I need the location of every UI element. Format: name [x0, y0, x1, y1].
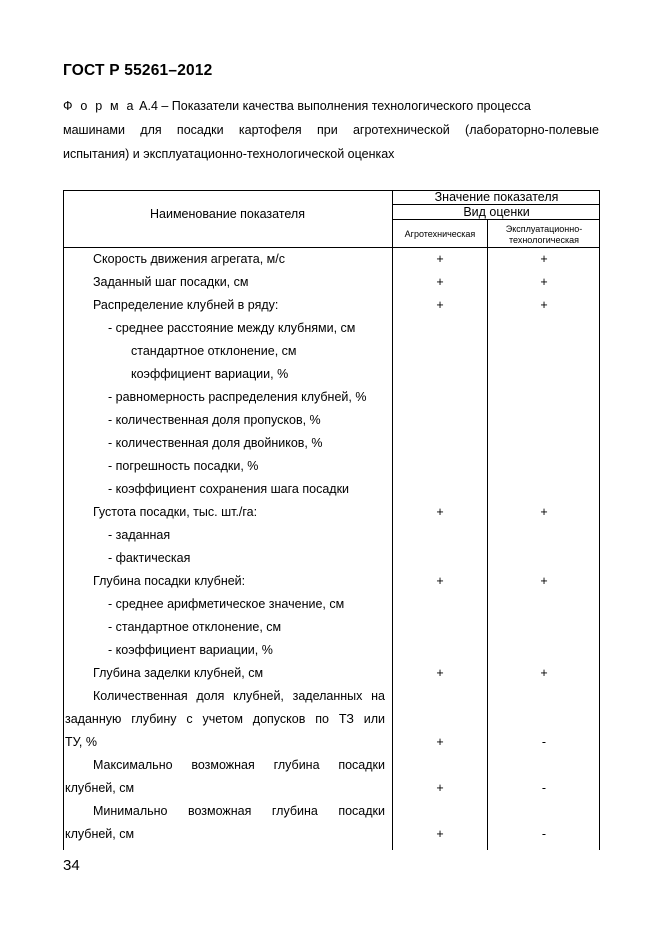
agro-mark: +	[436, 505, 444, 519]
agro-mark	[393, 340, 487, 363]
expl-mark	[488, 455, 600, 478]
indicator-name: - коэффициент сохранения шага посадки	[108, 482, 350, 496]
indicator-name: - среднее расстояние между клубнями, см	[108, 321, 356, 335]
table-row	[63, 662, 600, 685]
expl-mark	[488, 616, 600, 639]
table-body	[63, 248, 600, 846]
table-row	[63, 570, 600, 593]
column-header-value: Значение показателя	[434, 190, 559, 204]
page-number: 34	[63, 857, 80, 874]
table-row	[63, 386, 600, 409]
header-split-2	[392, 219, 600, 220]
page-header: ГОСТ Р 55261–2012	[63, 62, 213, 79]
agro-mark	[393, 685, 487, 708]
expl-mark	[488, 547, 600, 570]
table-row	[63, 248, 600, 271]
agro-mark: +	[436, 666, 444, 680]
indicator-name: Заданный шаг посадки, см	[93, 275, 249, 289]
indicators-table	[63, 190, 600, 850]
agro-mark: +	[436, 574, 444, 588]
expl-mark	[488, 317, 600, 340]
indicator-name: - фактическая	[108, 551, 191, 565]
expl-mark	[488, 409, 600, 432]
expl-mark	[488, 478, 600, 501]
indicator-name: - количественная доля двойников, %	[108, 436, 323, 450]
agro-mark: +	[436, 275, 444, 289]
table-row	[63, 271, 600, 294]
expl-mark	[488, 340, 600, 363]
column-header-eval-type: Вид оценки	[463, 205, 530, 219]
indicator-name: Глубина посадки клубней:	[93, 574, 246, 588]
caption-line-3: испытания) и эксплуатационно-технологической оценках	[63, 147, 395, 161]
table-row	[63, 478, 600, 501]
table-row	[63, 409, 600, 432]
expl-mark	[488, 524, 600, 547]
expl-mark	[488, 708, 600, 731]
indicator-name: клубней, см	[65, 827, 135, 841]
expl-mark	[488, 685, 600, 708]
indicator-name: Густота посадки, тыс. шт./га:	[93, 505, 258, 519]
expl-mark	[488, 593, 600, 616]
indicator-name: - равномерность распределения клубней, %	[108, 390, 367, 404]
expl-mark	[488, 363, 600, 386]
table-row	[63, 593, 600, 616]
table-row	[63, 317, 600, 340]
table-row	[63, 777, 600, 800]
table-row	[63, 800, 600, 823]
agro-mark	[393, 524, 487, 547]
indicator-name: Максимально возможная глубина посадки	[93, 758, 385, 772]
indicator-name: коэффициент вариации, %	[131, 367, 289, 381]
table-row	[63, 363, 600, 386]
table-row	[63, 547, 600, 570]
expl-mark	[488, 800, 600, 823]
indicator-name: - заданная	[108, 528, 171, 542]
column-header-expl-1: Эксплуатационно-	[505, 224, 583, 234]
table-row	[63, 639, 600, 662]
agro-mark	[393, 363, 487, 386]
indicator-name: клубней, см	[65, 781, 135, 795]
form-label: Ф о р м а	[63, 99, 136, 113]
agro-mark: +	[436, 827, 444, 841]
expl-mark: +	[540, 666, 548, 680]
column-header-agro: Агротехническая	[404, 229, 476, 239]
agro-mark: +	[436, 252, 444, 266]
expl-mark	[488, 754, 600, 777]
indicator-name: - коэффициент вариации, %	[108, 643, 273, 657]
indicator-name: - количественная доля пропусков, %	[108, 413, 321, 427]
table-row	[63, 501, 600, 524]
indicator-name: ТУ, %	[65, 735, 97, 749]
table-row	[63, 455, 600, 478]
table-row	[63, 524, 600, 547]
expl-mark: +	[540, 252, 548, 266]
caption-line-1	[63, 94, 599, 118]
expl-mark	[488, 639, 600, 662]
agro-mark: +	[436, 781, 444, 795]
agro-mark	[393, 593, 487, 616]
agro-mark	[393, 386, 487, 409]
table-row	[63, 754, 600, 777]
agro-mark	[393, 754, 487, 777]
table-row	[63, 731, 600, 754]
indicator-name: - среднее арифметическое значение, см	[108, 597, 345, 611]
agro-mark	[393, 432, 487, 455]
indicator-name: Количественная доля клубней, заделанных на	[93, 689, 385, 703]
agro-mark: +	[436, 298, 444, 312]
caption-title: А.4 – Показатели качества выполнения технологического процесса	[139, 99, 531, 113]
agro-mark: +	[436, 735, 444, 749]
expl-mark: +	[540, 505, 548, 519]
agro-mark	[393, 478, 487, 501]
expl-mark: -	[541, 735, 547, 749]
table-row	[63, 432, 600, 455]
table-row	[63, 823, 600, 846]
agro-mark	[393, 708, 487, 731]
indicator-name: Скорость движения агрегата, м/с	[93, 252, 285, 266]
agro-mark	[393, 409, 487, 432]
expl-mark	[488, 386, 600, 409]
agro-mark	[393, 455, 487, 478]
agro-mark	[393, 317, 487, 340]
indicator-name: - погрешность посадки, %	[108, 459, 259, 473]
agro-mark	[393, 616, 487, 639]
expl-mark: +	[540, 275, 548, 289]
expl-mark: -	[541, 827, 547, 841]
expl-mark: +	[540, 298, 548, 312]
expl-mark: +	[540, 574, 548, 588]
column-header-name: Наименование показателя	[150, 207, 305, 221]
table-row	[63, 708, 600, 731]
table-row	[63, 294, 600, 317]
indicator-name: - стандартное отклонение, см	[108, 620, 282, 634]
table-row	[63, 616, 600, 639]
indicator-name: Распределение клубней в ряду:	[93, 298, 279, 312]
indicator-name: Глубина заделки клубней, см	[93, 666, 264, 680]
indicator-name: стандартное отклонение, см	[131, 344, 297, 358]
indicator-name: Минимально возможная глубина посадки	[93, 804, 385, 818]
expl-mark	[488, 432, 600, 455]
table-caption	[63, 94, 599, 166]
agro-mark	[393, 639, 487, 662]
indicator-name: заданную глубину с учетом допусков по ТЗ или	[65, 712, 385, 726]
expl-mark: -	[541, 781, 547, 795]
column-header-expl-2: технологическая	[509, 235, 579, 245]
agro-mark	[393, 800, 487, 823]
caption-line-2: машинами для посадки картофеля при агротехнической (лабораторно-полевые	[63, 123, 599, 137]
table-row	[63, 340, 600, 363]
agro-mark	[393, 547, 487, 570]
table-row	[63, 685, 600, 708]
